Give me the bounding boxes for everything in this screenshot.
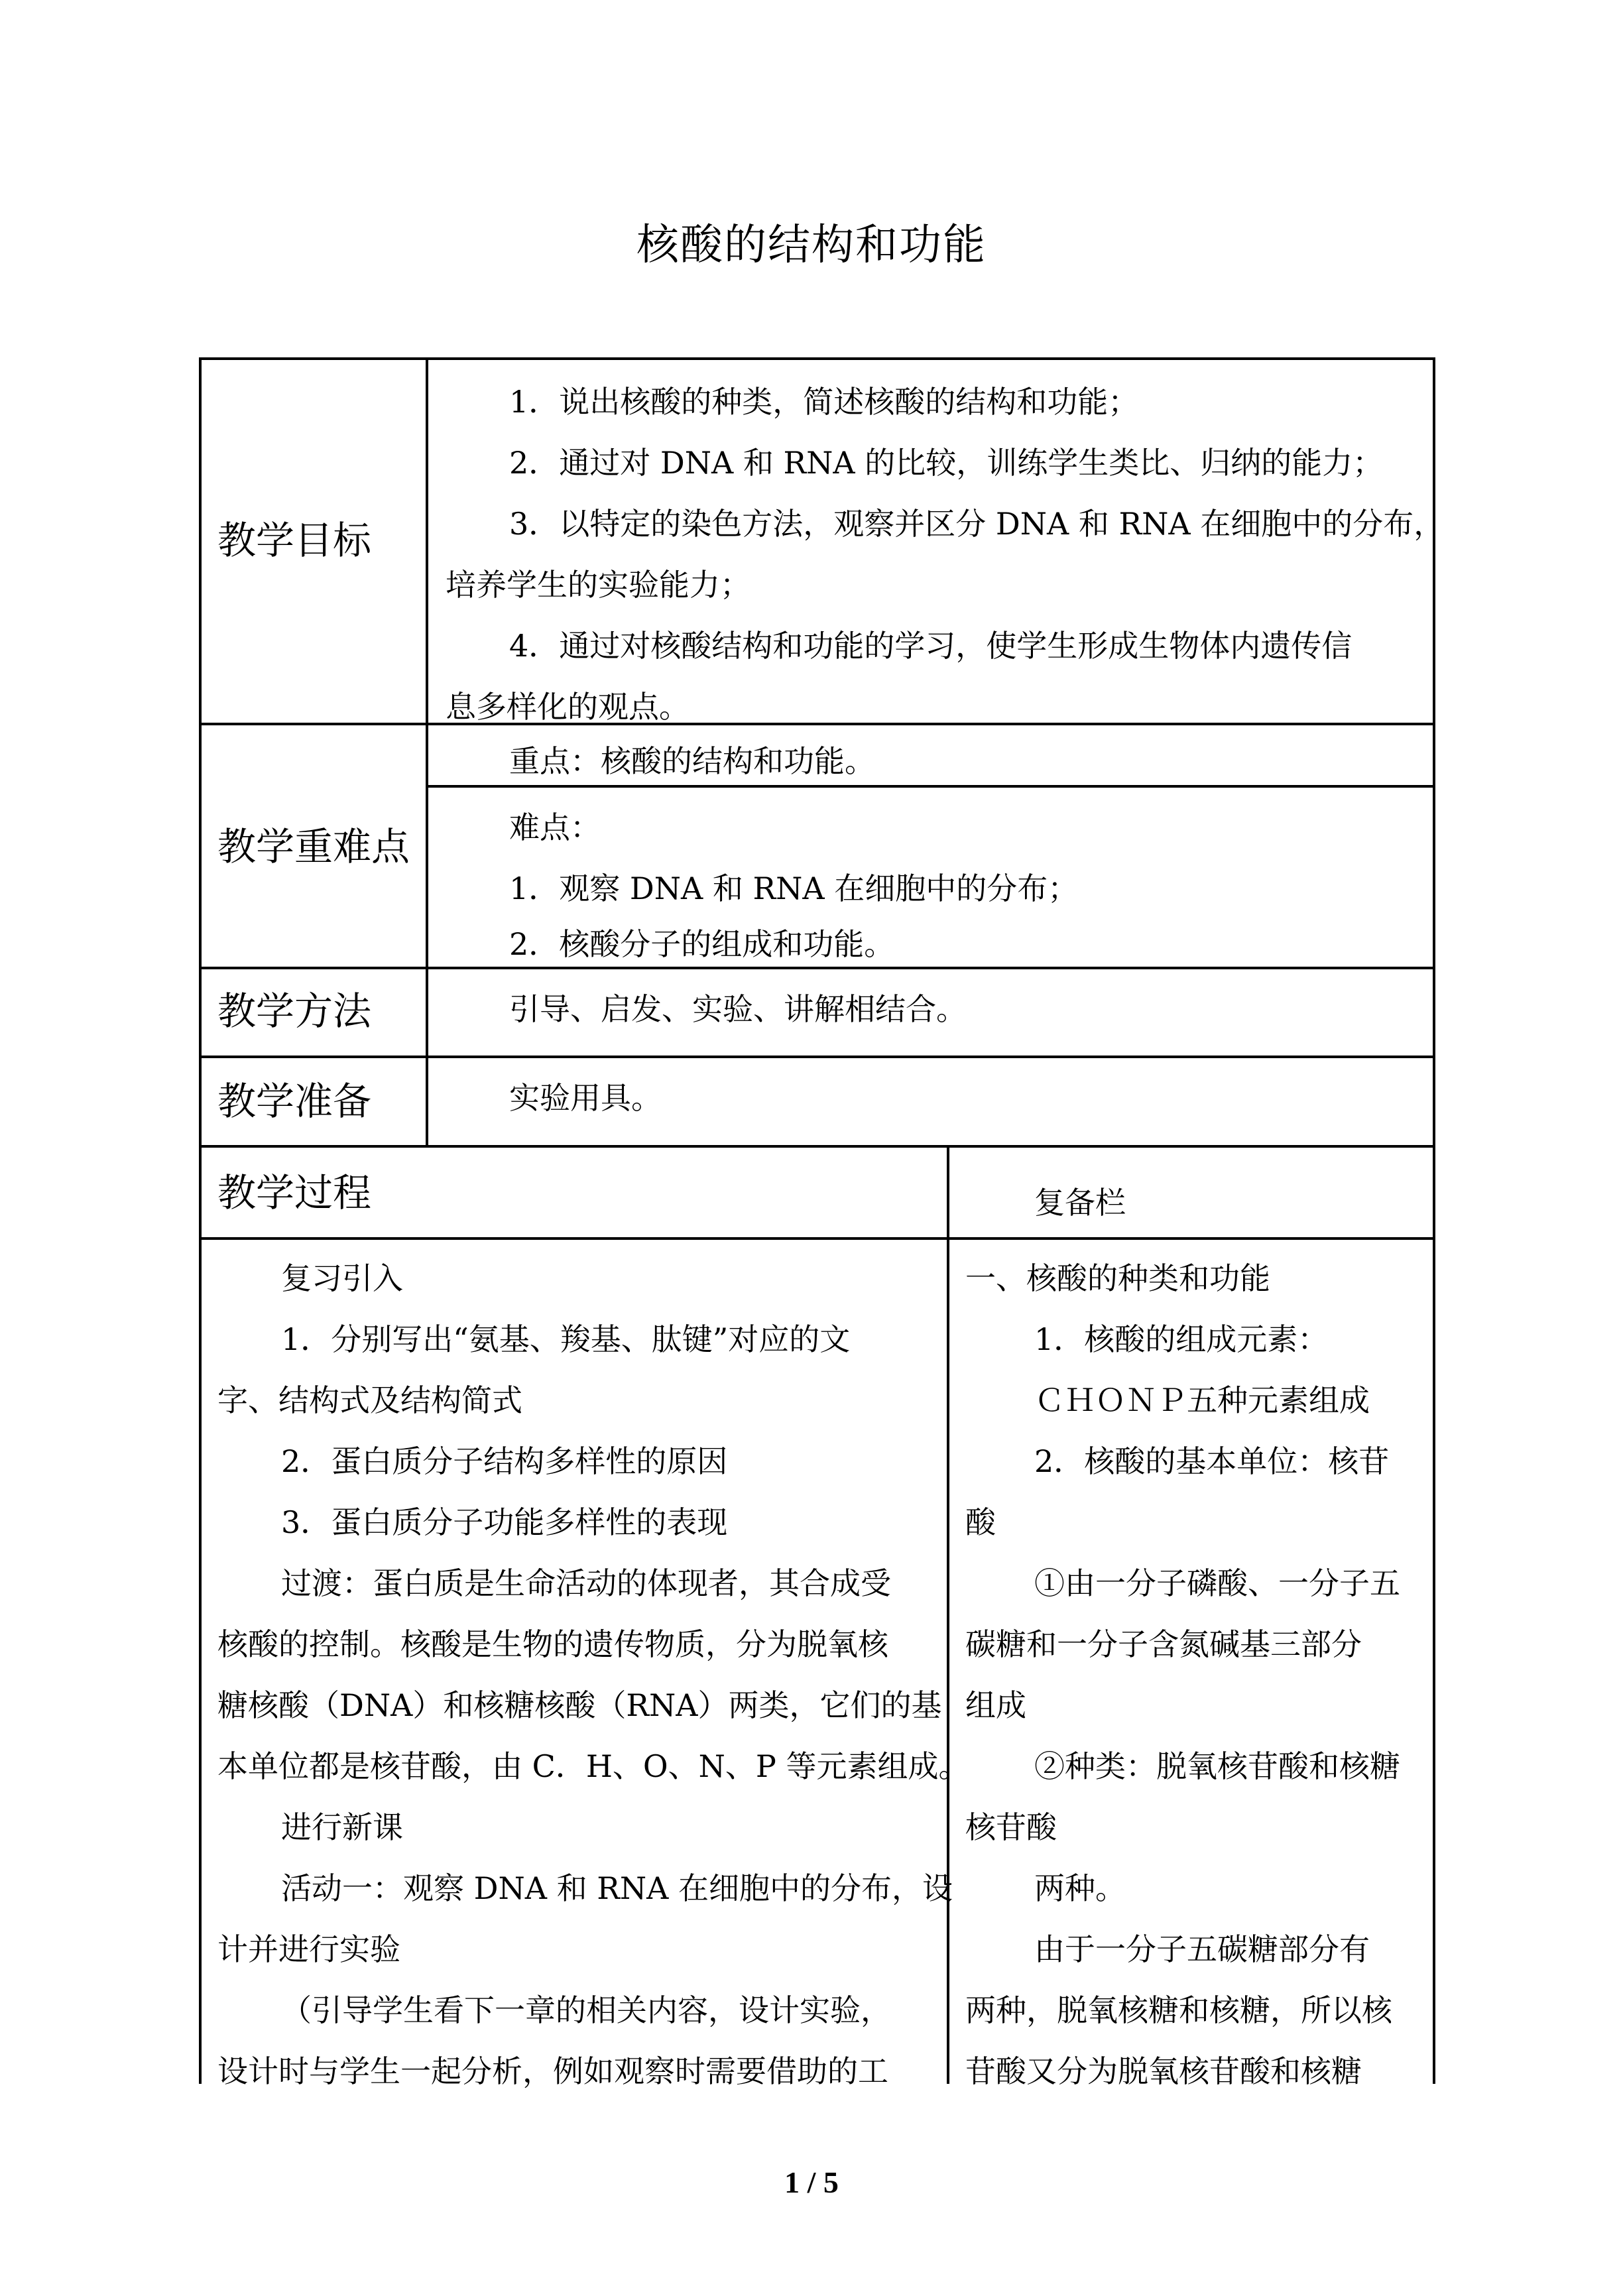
side-notes-label: 复备栏 [1034,1185,1126,1221]
side-note-line: 一、核酸的种类和功能 [965,1260,1270,1296]
method-label: 教学方法 [217,989,372,1034]
side-note-line: 由于一分子五碳糖部分有 [1034,1931,1370,1967]
process-line: 字、结构式及结构简式 [217,1382,522,1418]
objective-line: 3．以特定的染色方法，观察并区分 DNA 和 RNA 在细胞中的分布， [509,506,1445,542]
process-line: 3．蛋白质分子功能多样性的表现 [281,1504,728,1540]
row-divider [199,723,1435,725]
row-divider [199,1056,1435,1058]
side-note-line: 核苷酸 [965,1809,1057,1845]
table-border-right [1433,357,1435,2084]
process-line: 本单位都是核苷酸，由 C．H、O、N、P 等元素组成。 [217,1748,969,1784]
key-point-text: 重点：核酸的结构和功能。 [509,743,875,779]
process-line: 设计时与学生一起分析，例如观察时需要借助的工 [217,2053,888,2089]
process-line: 计并进行实验 [217,1931,400,1967]
objective-line: 4．通过对核酸结构和功能的学习，使学生形成生物体内遗传信 [509,628,1352,664]
label-column-divider [426,357,428,1148]
side-note-line: ②种类：脱氧核苷酸和核糖 [1034,1748,1400,1784]
preparation-text: 实验用具。 [509,1080,662,1116]
difficult-point-line: 1．观察 DNA 和 RNA 在细胞中的分布； [509,871,1079,906]
side-note-line: 1．核酸的组成元素： [1034,1321,1329,1357]
row-divider [199,1145,1435,1148]
difficult-point-line: 2．核酸分子的组成和功能。 [509,926,895,962]
process-line: 过渡：蛋白质是生命活动的体现者，其合成受 [281,1565,891,1601]
process-label: 教学过程 [217,1170,372,1215]
process-line: 活动一：观察 DNA 和 RNA 在细胞中的分布，设 [281,1870,953,1906]
side-note-line: 苷酸又分为脱氧核苷酸和核糖 [965,2053,1362,2089]
objective-line: 2．通过对 DNA 和 RNA 的比较，训练学生类比、归纳的能力； [509,445,1384,481]
key-points-label: 教学重难点 [217,824,410,869]
process-line: 复习引入 [281,1260,403,1296]
process-column-divider [947,1145,949,2084]
process-line: 2．蛋白质分子结构多样性的原因 [281,1443,728,1479]
preparation-label: 教学准备 [217,1079,372,1124]
process-line: 核酸的控制。核酸是生物的遗传物质，分为脱氧核 [217,1626,888,1662]
side-note-line: 组成 [965,1687,1026,1723]
side-note-line: 酸 [965,1504,996,1540]
page-title: 核酸的结构和功能 [636,221,987,270]
objective-line: 息多样化的观点。 [446,689,690,725]
table-border-left [199,357,202,2084]
side-note-line: 两种。 [1034,1870,1126,1906]
process-line: 进行新课 [281,1809,403,1845]
side-note-line: ＣＨＯＮＰ五种元素组成 [1034,1382,1370,1418]
side-note-line: ①由一分子磷酸、一分子五 [1034,1565,1400,1601]
process-line: （引导学生看下一章的相关内容，设计实验， [281,1992,891,2028]
side-note-line: 碳糖和一分子含氮碱基三部分 [965,1626,1362,1662]
objective-line: 1．说出核酸的种类，简述核酸的结构和功能； [509,384,1139,420]
side-note-line: 2．核酸的基本单位：核苷 [1034,1443,1390,1479]
table-border-top [199,357,1435,360]
side-note-line: 两种，脱氧核糖和核糖，所以核 [965,1992,1392,2028]
objectives-label: 教学目标 [217,518,372,563]
row-divider [199,1237,1435,1240]
process-line: 1．分别写出“氨基、羧基、肽键”对应的文 [281,1321,851,1357]
page-number: 1 / 5 [784,2165,839,2199]
process-line: 糖核酸（DNA）和核糖核酸（RNA）两类，它们的基 [217,1687,942,1723]
difficult-point-line: 难点： [509,810,601,845]
objective-line: 培养学生的实验能力； [446,567,751,603]
method-text: 引导、启发、实验、讲解相结合。 [509,991,967,1027]
